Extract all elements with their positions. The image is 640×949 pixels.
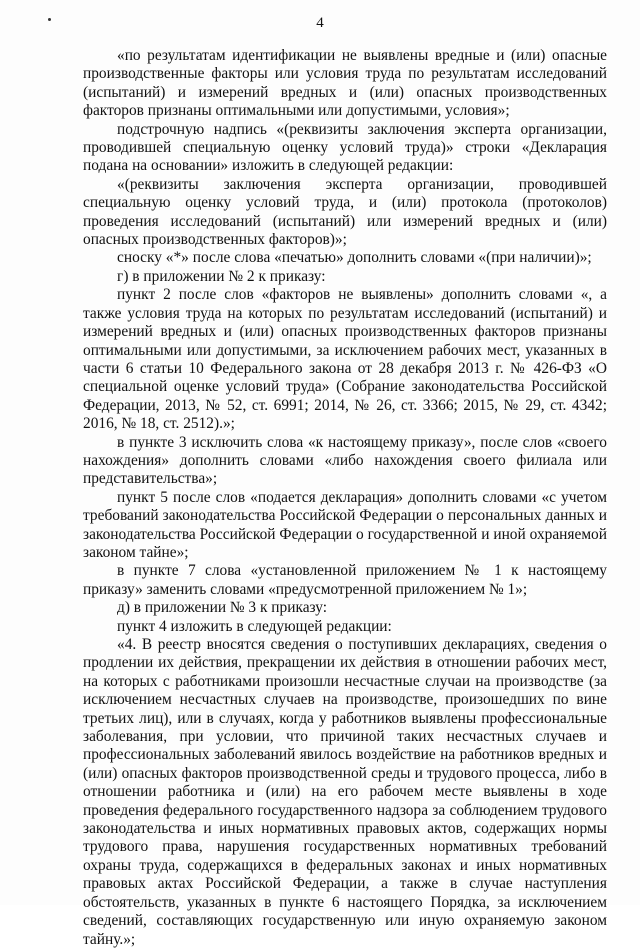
document-body	[83, 47, 607, 949]
paragraph: «(реквизиты заключения эксперта организации, проводившей специальную оценку условий труда, и (или) протокола (протоколов) проведения исследований (испытаний) или измерений вредных и (или) опасных производственных факторов)»;	[83, 175, 607, 249]
paragraph: подстрочную надпись «(реквизиты заключения эксперта организации, проводившей специальную оценку условий труда)» строки «Декларация подана на основании» изложить в следующей редакции:	[83, 120, 607, 175]
paragraph: пункт 4 изложить в следующей редакции:	[117, 617, 392, 635]
paragraph: г) в приложении № 2 к приказу:	[117, 267, 326, 285]
paragraph: «4. В реестр вносятся сведения о поступивших декларациях, сведения о продлении их действия, прекращении их действия в отношении рабочих мест, на которых с работниками произошли несчастные случаи на производстве (за исключением несчастных случаев на производстве, произошедших по вине третьих лиц), или в случаях, когда у работников выявлены профессиональные заболевания, при условии, что причиной таких несчастных случаев и профессиональных заболеваний явилось воздействие на работников вредных и (или) опасных факторов производственной среды и трудового процесса, либо в отношении работника и (или) на его рабочем месте выявлены в ходе проведения федерального государственного надзора за соблюдением трудового законодательства и иных нормативных правовых актов, содержащих нормы трудового права, нарушения государственных нормативных требований охраны труда, содержащихся в федеральных законах и иных нормативных правовых актах Российской Федерации, а также в случае наступления обстоятельств, указанных в пункте 6 настоящего Порядка, за исключением сведений, составляющих государственную или иную охраняемую законом тайну.»;	[83, 636, 607, 948]
paragraph: пункт 2 после слов «факторов не выявлены» дополнить словами «, а также условия труда на которых по результатам исследований (испытаний) и измерений вредных и (или) опасных производственных факторов признаны оптимальными или допустимыми, за исключением рабочих мест, указанных в части 6 статьи 10 Федерального закона от 28 декабря 2013 г. № 426-ФЗ «О специальной оценке условий труда» (Собрание законодательства Российской Федерации, 2013, № 52, ст. 6991; 2014, № 26, ст. 3366; 2015, № 29, ст. 4342; 2016, № 18, ст. 2512).»;	[83, 286, 607, 433]
paragraph: сноску «*» после слова «печатью» дополнить словами «(при наличии)»;	[117, 249, 592, 267]
page-number: 4	[316, 15, 324, 31]
paragraph: «по результатам идентификации не выявлены вредные и (или) опасные производственные факторы или условия труда по результатам исследований (испытаний) и измерений вредных и (или) опасных производственных факторов признаны оптимальными или допустимыми, условия»;	[83, 47, 607, 120]
paragraph: пункт 5 после слов «подается декларация» дополнить словами «с учетом требований законодательства Российской Федерации о персональных данных и законодательства Российской Федерации о государственной и иной охраняемой законом тайне»;	[83, 488, 607, 561]
paragraph: в пункте 3 исключить слова «к настоящему приказу», после слов «своего нахождения» дополнить словами «либо нахождения своего филиала или представительства»;	[83, 433, 607, 488]
paragraph: д) в приложении № 3 к приказу:	[117, 599, 328, 617]
paragraph: в пункте 7 слова «установленной приложением № 1 к настоящему приказу» заменить словами «предусмотренной приложением № 1»;	[83, 562, 607, 598]
